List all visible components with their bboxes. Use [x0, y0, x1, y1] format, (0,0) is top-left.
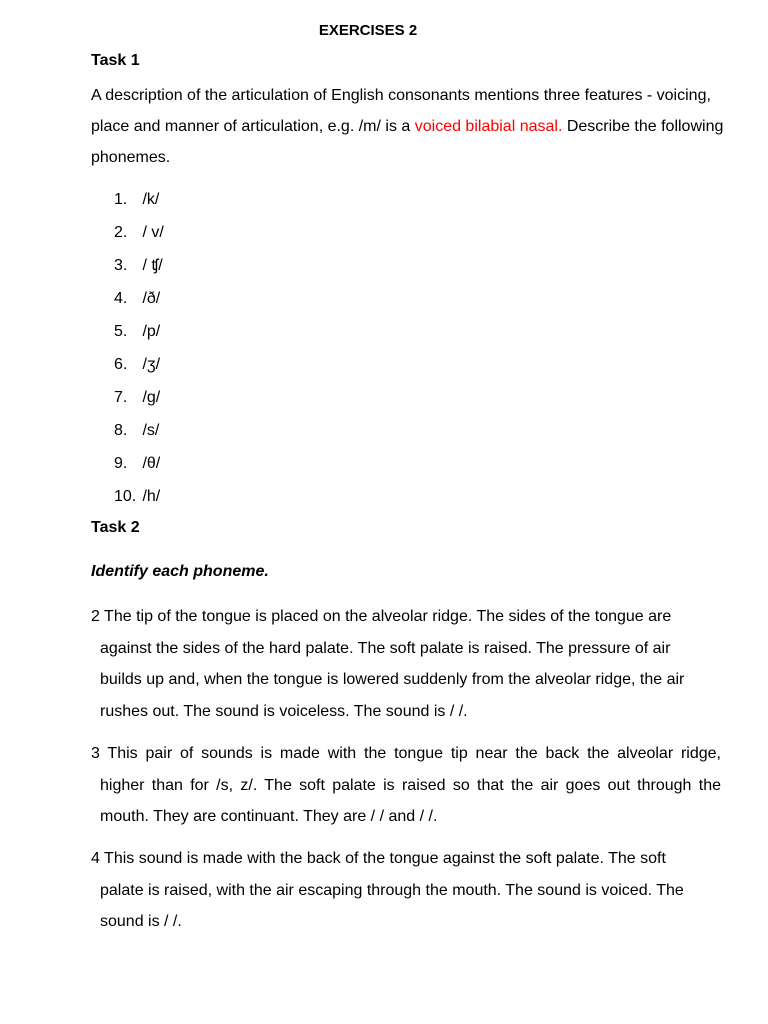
list-item-number: 6. [114, 356, 128, 373]
list-item-number: 8. [114, 422, 128, 439]
list-item-number: 7. [114, 389, 128, 406]
list-item [114, 253, 164, 286]
list-item-phoneme: /h/ [142, 488, 161, 505]
list-item-phoneme: /s/ [142, 422, 160, 439]
question-line: rushes out. The sound is voiceless. The sound is / /. [100, 702, 468, 720]
list-item-phoneme: /p/ [142, 323, 161, 340]
list-item [114, 418, 164, 451]
question-3 [91, 738, 721, 833]
question-2 [91, 601, 721, 727]
question-line: palate is raised, with the air escaping through the mouth. The sound is voiced. The [100, 881, 684, 899]
list-item [114, 286, 164, 319]
list-item-phoneme: /ʒ/ [142, 356, 161, 373]
list-item-number: 2. [114, 224, 128, 241]
list-item-phoneme: /k/ [142, 191, 160, 208]
question-line: builds up and, when the tongue is lowered suddenly from the alveolar ridge, the air [100, 671, 685, 688]
list-item-number: 9. [114, 455, 128, 472]
list-item-number: 5. [114, 323, 128, 340]
list-item-phoneme: / v/ [142, 224, 164, 241]
question-line: 4 This sound is made with the back of the tongue against the soft palate. The soft [91, 850, 666, 867]
task1-intro-highlight: voiced bilabial nasal. [414, 118, 563, 135]
question-line: higher than for /s, z/. The soft palate is raised so that the air goes out through the [100, 776, 721, 794]
task1-intro [91, 80, 731, 173]
question-line: sound is / /. [100, 913, 182, 930]
list-item [114, 451, 164, 484]
phoneme-list [114, 187, 164, 517]
question-line: mouth. They are continuant. They are / / and / /. [100, 808, 438, 825]
list-item [114, 352, 164, 385]
list-item [114, 187, 164, 220]
task1-intro-text-2: Describe the following phonemes. [91, 118, 724, 166]
list-item [114, 220, 164, 253]
list-item-number: 3. [114, 257, 128, 274]
question-line: 2 The tip of the tongue is placed on the alveolar ridge. The sides of the tongue are [91, 608, 672, 625]
list-item-phoneme: /θ/ [142, 455, 161, 472]
task2-instruction: Identify each phoneme. [91, 563, 269, 580]
list-item-phoneme: /ð/ [142, 290, 161, 307]
list-item-number: 4. [114, 290, 128, 307]
document-title: EXERCISES 2 [318, 22, 418, 39]
question-4 [91, 843, 721, 938]
list-item-phoneme: /g/ [142, 389, 161, 406]
list-item-number: 10. [114, 488, 137, 505]
list-item [114, 484, 164, 517]
task1-heading: Task 1 [91, 52, 140, 69]
question-line: against the sides of the hard palate. The soft palate is raised. The pressure of air [100, 639, 671, 657]
list-item [114, 319, 164, 352]
task1-intro-text-1: A description of the articulation of English consonants mentions three features - voicing, place and manner of articulation, e.g. /m/ is a [91, 87, 711, 135]
list-item [114, 385, 164, 418]
list-item-number: 1. [114, 191, 128, 208]
question-line: 3 This pair of sounds is made with the tongue tip near the back the alveolar ridge, [91, 745, 721, 762]
list-item-phoneme: / ʧ/ [142, 257, 163, 274]
task2-heading: Task 2 [91, 519, 140, 536]
